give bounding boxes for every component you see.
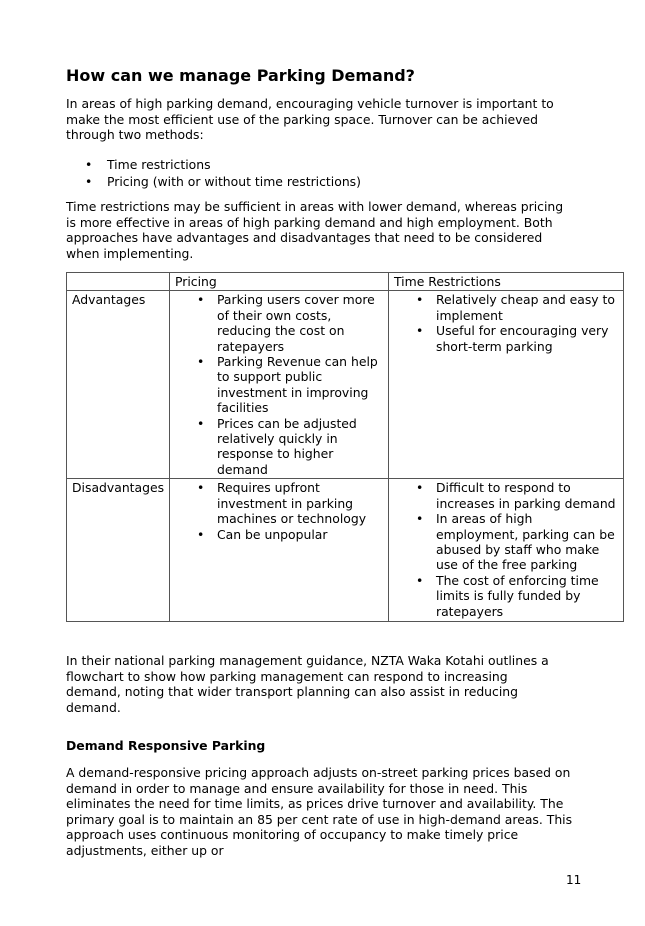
guidance-paragraph: In their national parking management guidance, NZTA Waka Kotahi outlines a flowchart to show how parking management can respond to increasing demand, noting that wider transport planning can also assist in reducing demand. — [66, 653, 549, 715]
row-label-advantages: Advantages — [67, 291, 170, 479]
list-item: • Relatively cheap and easy to implement — [394, 292, 618, 323]
list-item: • Difficult to respond to increases in parking demand — [394, 480, 618, 511]
cell-dis-pricing — [170, 479, 389, 622]
list-item: • Parking Revenue can help to support public investment in improving facilities — [175, 354, 383, 416]
comparison-paragraph: Time restrictions may be sufficient in areas with lower demand, whereas pricing is more effective in areas of high parking demand and high employment. Both approaches have advantages and disadvantages that need to be considered when implementing. — [66, 199, 564, 261]
section-subheading: Demand Responsive Parking — [66, 738, 266, 753]
list-item: • Useful for encouraging very short-term parking — [394, 323, 618, 354]
cell-adv-time — [389, 291, 624, 479]
page-heading: How can we manage Parking Demand? — [66, 66, 415, 85]
demand-paragraph: A demand-responsive pricing approach adjusts on-street parking prices based on demand in order to manage and ensure availability for those in need. This eliminates the need for time limits, as prices drive turnover and availability. The primary goal is to maintain an 85 per cent rate of use in high-demand areas. This approach uses continuous monitoring of occupancy to make timely price adjustments, either up or — [66, 765, 573, 858]
list-item: • Pricing (with or without time restrictions) — [66, 173, 361, 190]
list-item: • Parking users cover more of their own costs, reducing the cost on ratepayers — [175, 292, 383, 354]
intro-paragraph: In areas of high parking demand, encouraging vehicle turnover is important to make the most efficient use of the parking space. Turnover can be achieved through two methods: — [66, 96, 554, 143]
list-item: • Can be unpopular — [175, 527, 383, 542]
page-number: 11 — [566, 873, 582, 887]
header-time-restrictions: Time Restrictions — [389, 273, 624, 291]
list-item: • Time restrictions — [66, 156, 361, 173]
list-item: • Requires upfront investment in parking machines or technology — [175, 480, 383, 526]
table-row — [67, 291, 624, 479]
cell-adv-pricing — [170, 291, 389, 479]
table-header-row — [67, 273, 624, 291]
list-item: • Prices can be adjusted relatively quickly in response to higher demand — [175, 416, 383, 478]
table-row — [67, 479, 624, 622]
list-item: • The cost of enforcing time limits is fully funded by ratepayers — [394, 573, 618, 619]
header-pricing: Pricing — [170, 273, 389, 291]
list-item: • In areas of high employment, parking can be abused by staff who make use of the free parking — [394, 511, 618, 573]
row-label-disadvantages: Disadvantages — [67, 479, 170, 622]
methods-list — [66, 156, 361, 190]
header-blank-cell — [67, 273, 170, 291]
cell-dis-time — [389, 479, 624, 622]
comparison-table — [66, 272, 624, 622]
